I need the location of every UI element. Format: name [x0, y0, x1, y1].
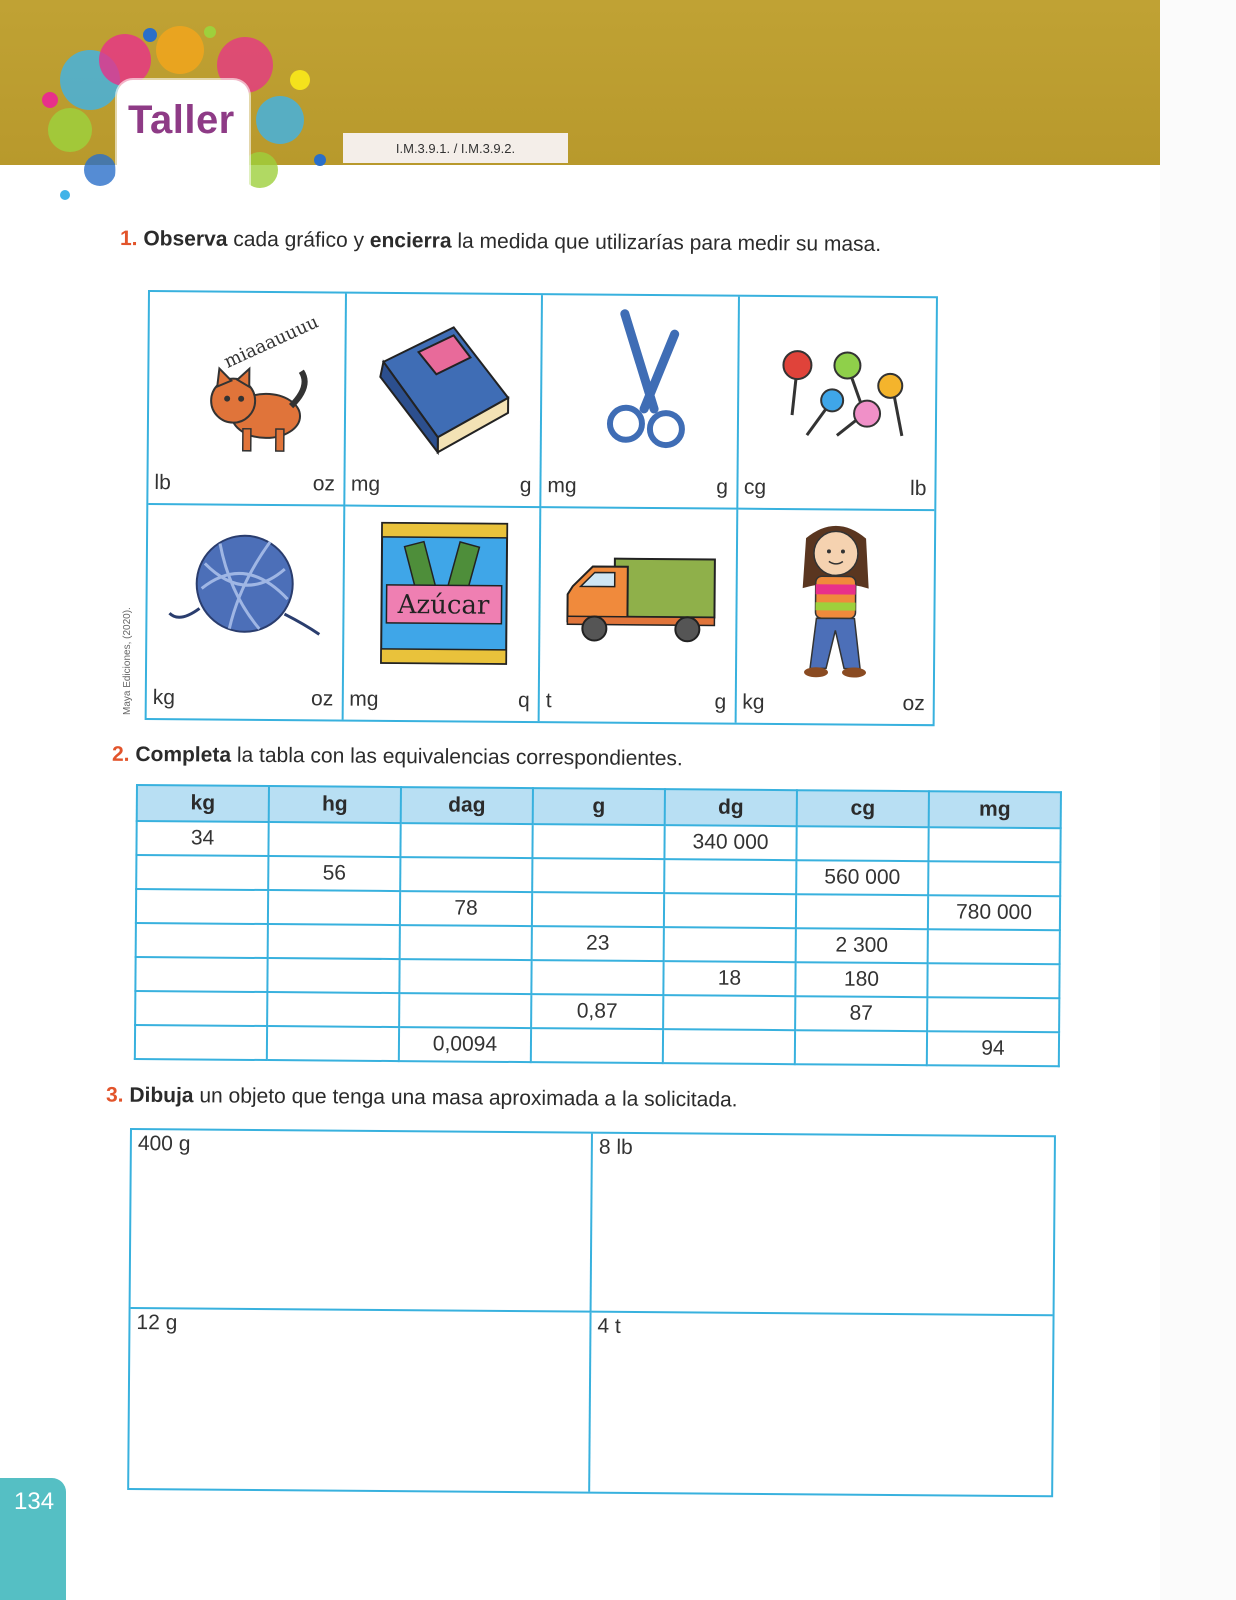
table-cell[interactable]: [268, 890, 400, 925]
table-cell[interactable]: [135, 1025, 267, 1060]
box-label: 12 g: [136, 1311, 178, 1335]
scissors-icon: [554, 303, 725, 464]
equivalence-table: [134, 784, 1062, 1067]
grid-cell: [343, 507, 541, 722]
exercise-1-grid: [145, 290, 938, 726]
unit-option[interactable]: oz: [312, 472, 336, 496]
table-cell[interactable]: [928, 861, 1060, 896]
box-label: 400 g: [137, 1132, 191, 1156]
table-cell[interactable]: 94: [927, 1031, 1059, 1066]
unit-option[interactable]: cg: [743, 475, 767, 499]
grid-cell: [148, 292, 346, 507]
unit-option[interactable]: kg: [742, 690, 765, 714]
table-cell[interactable]: [532, 824, 664, 859]
exercise-3-instruction: 3. Dibuja un objeto que tenga una masa aproximada a la solicitada.: [105, 1083, 738, 1112]
table-cell[interactable]: [400, 925, 532, 960]
table-cell[interactable]: [400, 857, 532, 892]
table-header: dag: [401, 787, 533, 824]
table-header: cg: [797, 790, 929, 827]
table-row: [135, 1025, 1059, 1066]
exercise-1-instruction: 1. Observa cada gráfico y encierra la medida que utilizarías para medir su masa.: [119, 227, 882, 256]
unit-option[interactable]: lb: [154, 471, 171, 495]
unit-option[interactable]: q: [518, 688, 530, 713]
table-header: kg: [137, 785, 269, 822]
unit-option[interactable]: lb: [910, 476, 927, 501]
table-cell[interactable]: [136, 855, 268, 890]
table-cell[interactable]: [135, 991, 267, 1026]
table-cell[interactable]: 23: [532, 926, 664, 961]
table-cell[interactable]: [796, 826, 928, 861]
drawing-box[interactable]: [590, 1313, 1052, 1496]
cat-icon: [161, 300, 332, 461]
grid-cell: [736, 510, 934, 725]
unit-option[interactable]: g: [714, 690, 727, 714]
unit-option[interactable]: mg: [349, 687, 379, 711]
publisher-credit: Maya Ediciones, (2020).: [122, 607, 133, 715]
table-cell[interactable]: [664, 927, 796, 962]
table-cell[interactable]: 560 000: [796, 860, 928, 895]
unit-option[interactable]: g: [716, 475, 729, 499]
box-label: 4 t: [597, 1314, 621, 1338]
table-cell[interactable]: [532, 858, 664, 893]
table-cell[interactable]: [268, 924, 400, 959]
table-header: mg: [929, 791, 1061, 828]
unit-option[interactable]: mg: [547, 474, 577, 498]
unit-option[interactable]: oz: [902, 691, 925, 716]
drawing-box[interactable]: [129, 1309, 591, 1492]
sugar-bag-icon: [356, 515, 527, 676]
table-cell[interactable]: [400, 823, 532, 858]
table-cell[interactable]: [399, 959, 531, 994]
table-cell[interactable]: 56: [268, 856, 400, 891]
book-icon: [357, 302, 528, 463]
grid-cell: [147, 505, 345, 720]
table-header: dg: [665, 789, 797, 826]
table-cell[interactable]: 780 000: [928, 895, 1060, 930]
table-cell[interactable]: [796, 894, 928, 929]
cat-sound-label: miaaauuuu: [221, 311, 323, 373]
table-cell[interactable]: [267, 1026, 399, 1061]
table-cell[interactable]: 78: [400, 891, 532, 926]
exercise-2-instruction: 2. Completa la tabla con las equivalencias correspondientes.: [111, 742, 683, 771]
table-cell[interactable]: 340 000: [664, 825, 796, 860]
table-cell[interactable]: [267, 992, 399, 1027]
table-cell[interactable]: [267, 958, 399, 993]
table-cell[interactable]: 0,87: [531, 994, 663, 1029]
box-label: 8 lb: [598, 1135, 633, 1159]
table-cell[interactable]: 2 300: [796, 928, 928, 963]
table-cell[interactable]: [663, 995, 795, 1030]
page-title: Taller: [128, 98, 235, 142]
table-cell[interactable]: [135, 957, 267, 992]
table-cell[interactable]: [663, 1029, 795, 1064]
table-cell[interactable]: [664, 859, 796, 894]
unit-option[interactable]: t: [545, 689, 552, 713]
yarn-ball-icon: [159, 513, 330, 674]
unit-option[interactable]: kg: [152, 686, 176, 710]
grid-cell: [540, 508, 738, 723]
page-number-tab: [0, 1478, 66, 1600]
table-cell[interactable]: [399, 993, 531, 1028]
unit-option[interactable]: g: [519, 473, 532, 498]
table-cell[interactable]: [928, 827, 1060, 862]
table-cell[interactable]: [664, 893, 796, 928]
table-cell[interactable]: [927, 963, 1059, 998]
skill-code: I.M.3.9.1. / I.M.3.9.2.: [343, 133, 568, 163]
table-cell[interactable]: 87: [795, 996, 927, 1031]
unit-option[interactable]: oz: [311, 687, 334, 711]
table-header: hg: [269, 786, 401, 823]
table-cell[interactable]: 34: [136, 821, 268, 856]
grid-cell: [345, 294, 543, 509]
table-cell[interactable]: [531, 1028, 663, 1063]
table-cell[interactable]: [927, 997, 1059, 1032]
unit-option[interactable]: mg: [350, 472, 381, 496]
table-header: g: [533, 788, 665, 825]
grid-cell: [738, 297, 936, 512]
table-cell[interactable]: 0,0094: [399, 1027, 531, 1062]
table-cell[interactable]: [136, 889, 268, 924]
drawing-grid: [127, 1128, 1056, 1497]
drawing-box[interactable]: [592, 1134, 1054, 1317]
table-cell[interactable]: [268, 822, 400, 857]
table-cell[interactable]: 180: [795, 962, 927, 997]
lollipops-icon: [751, 305, 922, 466]
table-cell[interactable]: 18: [663, 961, 795, 996]
page-number: 134: [14, 1488, 55, 1515]
drawing-box[interactable]: [131, 1130, 593, 1313]
sugar-bag-label: Azúcar: [397, 589, 490, 621]
table-cell[interactable]: [531, 960, 663, 995]
table-cell[interactable]: [795, 1030, 927, 1065]
page-edge: [1160, 0, 1236, 1600]
girl-icon: [750, 518, 921, 689]
grid-cell: [541, 295, 739, 510]
table-cell[interactable]: [136, 923, 268, 958]
table-cell[interactable]: [928, 929, 1060, 964]
truck-icon: [552, 516, 723, 677]
table-cell[interactable]: [532, 892, 664, 927]
